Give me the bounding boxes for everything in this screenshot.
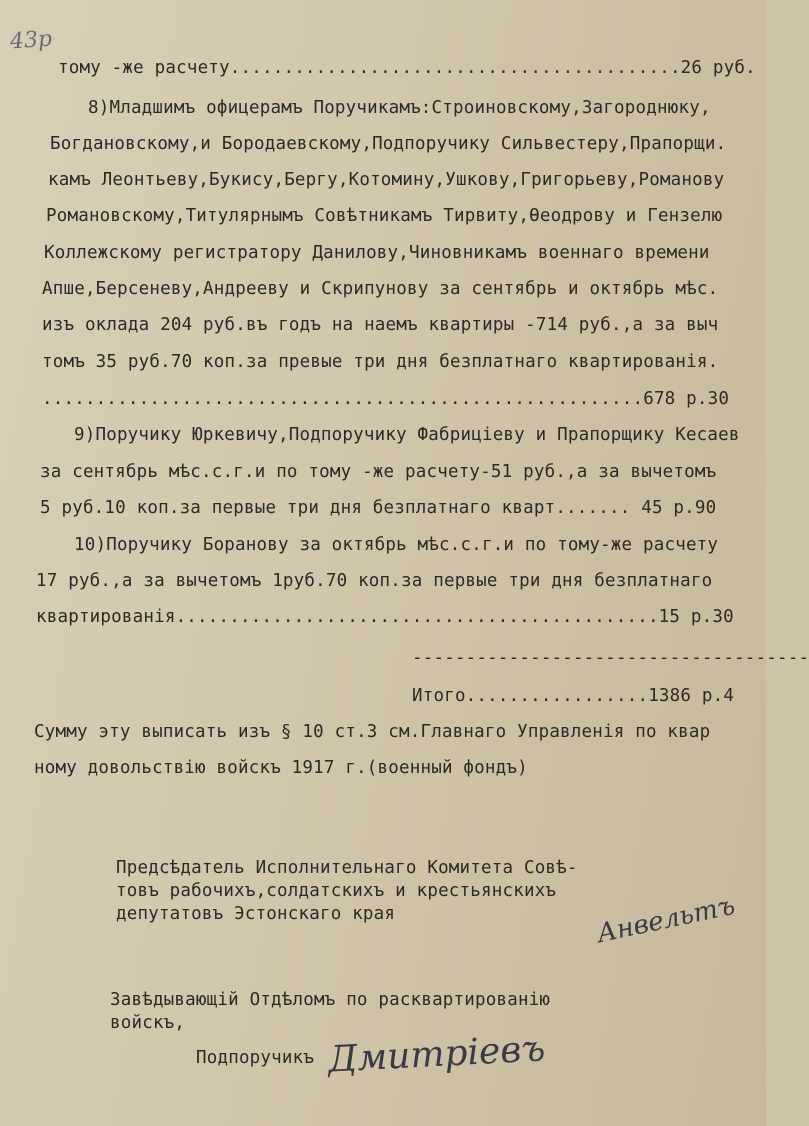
total-line: Итого.................1386 р.4 xyxy=(412,686,735,706)
amount-line: 5 руб.10 коп.за первые три дня безплатнаго кварт....... 45 р.90 xyxy=(40,498,717,518)
amount-line: квартированія.............................................15 р.30 xyxy=(36,607,734,627)
signatory-title: Завѣдывающій Отдѣломъ по расквартированію xyxy=(110,990,551,1010)
text-line: изъ оклада 204 руб.въ годъ на наемъ квартиры -714 руб.,а за выч xyxy=(42,315,719,335)
text-line: Апше,Берсеневу,Андрееву и Скрипунову за сентябрь и октябрь мѣс. xyxy=(42,279,719,299)
separator-dashes: ------------------------------------- xyxy=(412,648,809,668)
text-line: Коллежскому регистратору Данилову,Чиновникамъ военнаго времени xyxy=(44,243,710,263)
text-line: 8)Младшимъ офицерамъ Поручикамъ:Строиновскому,Загороднюку, xyxy=(88,98,711,118)
text-line: томъ 35 руб.70 коп.за превые три дня безплатнаго квартированія. xyxy=(42,352,719,372)
text-line: 17 руб.,а за вычетомъ 1руб.70 коп.за первые три дня безплатнаго xyxy=(36,571,713,591)
text-line: камъ Леонтьеву,Букису,Бергу,Котомину,Ушкову,Григорьеву,Романову xyxy=(48,170,725,190)
signatory-rank: Подпоручикъ xyxy=(196,1048,315,1068)
text-line: 9)Поручику Юркевичу,Подпоручику Фабриціеву и Прапорщику Кесаев xyxy=(74,425,740,445)
text-line: за сентябрь мѣс.с.г.и по тому -же расчету-51 руб.,а за вычетомъ xyxy=(40,462,717,482)
text-line: Богдановскому,и Бородаевскому,Подпоручику Сильвестеру,Прапорщи. xyxy=(50,134,727,154)
signatory-title: товъ рабочихъ,солдатскихъ и крестьянскихъ xyxy=(116,881,557,901)
text-line: тому -же расчету..........................................26 руб. xyxy=(58,58,756,78)
text-line: ному довольствію войскъ 1917 г.(военный фондъ) xyxy=(34,758,528,778)
text-line: Романовскому,Титулярнымъ Совѣтникамъ Тирвиту,Ѳеодрову и Гензелю xyxy=(46,206,723,226)
signatory-title: депутатовъ Эстонскаго края xyxy=(116,904,396,924)
signature-head: Дмитріевъ xyxy=(327,1028,547,1081)
amount-line: ........................................................678 р.30 xyxy=(42,389,730,409)
text-line: 10)Поручику Боранову за октябрь мѣс.с.г.и по тому-же расчету xyxy=(74,535,719,555)
signature-chairman: Анвельтъ xyxy=(594,890,738,950)
text-line: Сумму эту выписать изъ § 10 ст.3 см.Главнаго Управленія по квар xyxy=(34,722,711,742)
signatory-title: войскъ, xyxy=(110,1013,186,1033)
pencil-page-number: 43р xyxy=(9,26,53,55)
signatory-title: Предсѣдатель Исполнительнаго Комитета Совѣ- xyxy=(116,858,578,878)
